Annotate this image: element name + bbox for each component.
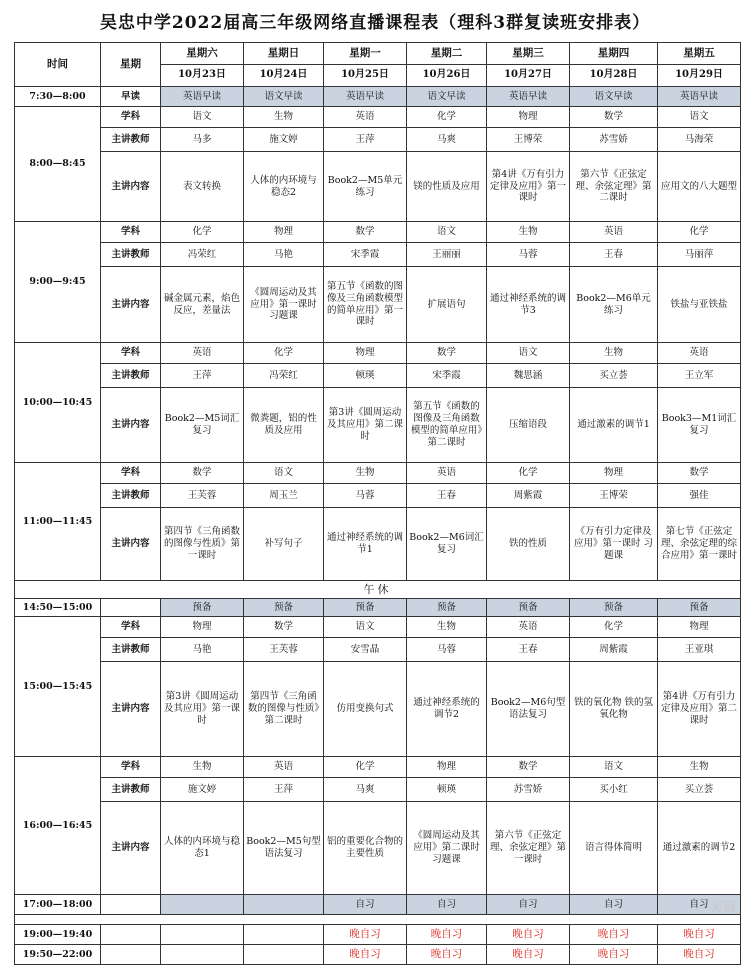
subject-cell: 物理 xyxy=(570,463,658,484)
subject-cell: 数学 xyxy=(658,463,741,484)
subject-cell: 生物 xyxy=(161,757,244,778)
teacher-cell: 冯荣红 xyxy=(161,243,244,267)
morning-cell: 英语早读 xyxy=(161,87,244,107)
morning-cell: 语文早读 xyxy=(407,87,487,107)
study-cell: 自习 xyxy=(407,895,487,915)
subject-cell: 语文 xyxy=(407,222,487,243)
teacher-cell: 施文婷 xyxy=(244,128,324,152)
teacher-cell: 买立荟 xyxy=(658,778,741,802)
row-label: 学科 xyxy=(101,617,161,638)
row-label: 主讲教师 xyxy=(101,364,161,388)
subject-cell: 数学 xyxy=(407,343,487,364)
study-cell: 晚自习 xyxy=(407,945,487,965)
teacher-cell: 顿瑛 xyxy=(407,778,487,802)
content-cell: 镁的性质及应用 xyxy=(407,152,487,222)
study-cell xyxy=(244,925,324,945)
content-cell: 表文转换 xyxy=(161,152,244,222)
study-cell: 晚自习 xyxy=(658,925,741,945)
subject-cell: 生物 xyxy=(407,617,487,638)
study-cell xyxy=(244,945,324,965)
content-cell: Book2—M5句型语法复习 xyxy=(244,802,324,895)
time-slot: 11:00—11:45 xyxy=(15,463,101,581)
content-cell: 压缩语段 xyxy=(487,388,570,463)
content-cell: 第4讲《万有引力定律及应用》第一课时 xyxy=(487,152,570,222)
date-header: 10月28日 xyxy=(570,65,658,87)
content-cell: Book3—M1词汇复习 xyxy=(658,388,741,463)
page-title: 吴忠中学2022届高三年级网络直播课程表（理科3群复读班安排表） xyxy=(99,13,651,33)
teacher-cell: 周紫霞 xyxy=(570,638,658,662)
teacher-cell: 买小红 xyxy=(570,778,658,802)
teacher-cell: 宋季霞 xyxy=(407,364,487,388)
teacher-cell: 王萍 xyxy=(244,778,324,802)
study-cell: 自习 xyxy=(658,895,741,915)
subject-cell: 数学 xyxy=(570,107,658,128)
subject-cell: 物理 xyxy=(487,107,570,128)
content-cell: 第六节《正弦定理、余弦定理》第二课时 xyxy=(570,152,658,222)
subject-cell: 生物 xyxy=(324,463,407,484)
row-label: 主讲内容 xyxy=(101,662,161,757)
date-header: 10月24日 xyxy=(244,65,324,87)
subject-cell: 化学 xyxy=(161,222,244,243)
time-slot: 9:00—9:45 xyxy=(15,222,101,343)
study-cell xyxy=(244,895,324,915)
subject-cell: 生物 xyxy=(570,343,658,364)
subject-cell: 英语 xyxy=(407,463,487,484)
time-slot: 7:30—8:00 xyxy=(15,87,101,107)
subject-cell: 语文 xyxy=(324,617,407,638)
content-cell: 第四节《三角函数的图像与性质》第二课时 xyxy=(244,662,324,757)
subject-cell: 数学 xyxy=(244,617,324,638)
table-row xyxy=(15,388,741,463)
date-header: 10月23日 xyxy=(161,65,244,87)
teacher-cell: 王博荣 xyxy=(487,128,570,152)
teacher-cell: 王博荣 xyxy=(570,484,658,508)
teacher-cell: 王春 xyxy=(407,484,487,508)
subject-cell: 语文 xyxy=(658,107,741,128)
content-cell: 铁盐与亚铁盐 xyxy=(658,267,741,343)
teacher-cell: 魏思涵 xyxy=(487,364,570,388)
empty-cell xyxy=(101,945,161,965)
row-label: 主讲内容 xyxy=(101,802,161,895)
teacher-cell: 马爽 xyxy=(324,778,407,802)
time-slot: 16:00—16:45 xyxy=(15,757,101,895)
subject-cell: 化学 xyxy=(407,107,487,128)
prep-cell: 预备 xyxy=(658,599,741,617)
subject-cell: 英语 xyxy=(658,343,741,364)
content-cell: 通过神经系统的调节2 xyxy=(407,662,487,757)
table-row xyxy=(15,925,741,945)
subject-cell: 化学 xyxy=(487,463,570,484)
content-cell: 通过激素的调节2 xyxy=(658,802,741,895)
teacher-cell: 施文婷 xyxy=(161,778,244,802)
teacher-cell: 王春 xyxy=(487,638,570,662)
study-cell: 自习 xyxy=(324,895,407,915)
teacher-cell: 王立军 xyxy=(658,364,741,388)
day-header: 星期五 xyxy=(658,43,741,65)
content-cell: 《圆周运动及其应用》第二课时习题课 xyxy=(407,802,487,895)
teacher-cell: 宋季霞 xyxy=(324,243,407,267)
time-slot: 19:50—22:00 xyxy=(15,945,101,965)
subject-cell: 化学 xyxy=(324,757,407,778)
content-cell: 第六节《正弦定理、余弦定理》第一课时 xyxy=(487,802,570,895)
teacher-cell: 顿瑛 xyxy=(324,364,407,388)
study-cell: 晚自习 xyxy=(487,925,570,945)
content-cell: 语言得体简明 xyxy=(570,802,658,895)
date-header: 10月29日 xyxy=(658,65,741,87)
content-cell: Book2—M5单元练习 xyxy=(324,152,407,222)
content-cell: 第3讲《圆周运动及其应用》第一课时 xyxy=(161,662,244,757)
row-label: 主讲内容 xyxy=(101,508,161,581)
teacher-cell: 王萍 xyxy=(161,364,244,388)
table-row xyxy=(15,364,741,388)
teacher-cell: 马艳 xyxy=(161,638,244,662)
table-row xyxy=(15,463,741,484)
subject-cell: 英语 xyxy=(161,343,244,364)
teacher-cell: 安雪晶 xyxy=(324,638,407,662)
teacher-cell: 周玉兰 xyxy=(244,484,324,508)
teacher-cell: 马蓉 xyxy=(324,484,407,508)
subject-cell: 语文 xyxy=(161,107,244,128)
subject-cell: 物理 xyxy=(658,617,741,638)
table-row xyxy=(15,895,741,915)
study-cell: 晚自习 xyxy=(570,925,658,945)
day-header: 星期四 xyxy=(570,43,658,65)
row-label: 主讲教师 xyxy=(101,778,161,802)
row-label: 主讲内容 xyxy=(101,267,161,343)
study-cell xyxy=(161,925,244,945)
subject-cell: 数学 xyxy=(324,222,407,243)
watermark: 美篇 xyxy=(709,900,736,915)
teacher-cell: 强佳 xyxy=(658,484,741,508)
teacher-cell: 马蓉 xyxy=(487,243,570,267)
table-row xyxy=(15,638,741,662)
teacher-cell: 马丽萍 xyxy=(658,243,741,267)
table-row xyxy=(15,778,741,802)
subject-cell: 生物 xyxy=(487,222,570,243)
teacher-cell: 马艳 xyxy=(244,243,324,267)
content-cell: 人体的内环境与稳态1 xyxy=(161,802,244,895)
content-cell: Book2—M6句型语法复习 xyxy=(487,662,570,757)
row-label: 学科 xyxy=(101,222,161,243)
day-header: 星期一 xyxy=(324,43,407,65)
study-cell: 晚自习 xyxy=(324,945,407,965)
morning-cell: 英语早读 xyxy=(658,87,741,107)
content-cell: 人体的内环境与稳态2 xyxy=(244,152,324,222)
row-label: 主讲教师 xyxy=(101,128,161,152)
morning-cell: 英语早读 xyxy=(487,87,570,107)
time-slot: 8:00—8:45 xyxy=(15,107,101,222)
table-row xyxy=(15,662,741,757)
study-cell: 晚自习 xyxy=(324,925,407,945)
teacher-cell: 王亚琪 xyxy=(658,638,741,662)
table-row xyxy=(15,43,741,65)
schedule-table xyxy=(14,42,741,965)
content-cell: Book2—M5词汇复习 xyxy=(161,388,244,463)
content-cell: 通过神经系统的调节1 xyxy=(324,508,407,581)
content-cell: Book2—M6词汇复习 xyxy=(407,508,487,581)
subject-cell: 化学 xyxy=(244,343,324,364)
teacher-cell: 马蓉 xyxy=(407,638,487,662)
subject-cell: 语文 xyxy=(487,343,570,364)
teacher-cell: 苏雪娇 xyxy=(570,128,658,152)
subject-cell: 英语 xyxy=(487,617,570,638)
content-cell: 通过神经系统的调节3 xyxy=(487,267,570,343)
subject-cell: 英语 xyxy=(244,757,324,778)
day-header: 星期日 xyxy=(244,43,324,65)
teacher-cell: 苏雪娇 xyxy=(487,778,570,802)
content-cell: 第4讲《万有引力定律及应用》第二课时 xyxy=(658,662,741,757)
subject-cell: 英语 xyxy=(324,107,407,128)
day-header: 星期三 xyxy=(487,43,570,65)
row-label: 学科 xyxy=(101,757,161,778)
content-cell: 通过激素的调节1 xyxy=(570,388,658,463)
time-slot: 15:00—15:45 xyxy=(15,617,101,757)
content-cell: 第3讲《圆周运动及其应用》第二课时 xyxy=(324,388,407,463)
lunch-break: 午休 xyxy=(15,581,741,599)
date-header: 10月25日 xyxy=(324,65,407,87)
teacher-cell: 冯荣红 xyxy=(244,364,324,388)
row-label: 主讲教师 xyxy=(101,484,161,508)
table-row xyxy=(15,757,741,778)
time-slot: 10:00—10:45 xyxy=(15,343,101,463)
row-label: 主讲内容 xyxy=(101,388,161,463)
content-cell: 《圆周运动及其应用》第一课时习题课 xyxy=(244,267,324,343)
table-row xyxy=(15,107,741,128)
table-row xyxy=(15,267,741,343)
subject-cell: 数学 xyxy=(161,463,244,484)
date-header: 10月26日 xyxy=(407,65,487,87)
prep-cell: 预备 xyxy=(487,599,570,617)
morning-cell: 语文早读 xyxy=(570,87,658,107)
content-cell: 第七节《正弦定理、余弦定理的综合应用》第一课时 xyxy=(658,508,741,581)
content-cell: 第四节《三角函数的图像与性质》第一课时 xyxy=(161,508,244,581)
prep-cell: 预备 xyxy=(570,599,658,617)
table-row xyxy=(15,802,741,895)
content-cell: 应用文的八大题型 xyxy=(658,152,741,222)
empty-cell xyxy=(101,895,161,915)
prep-cell: 预备 xyxy=(244,599,324,617)
table-row xyxy=(15,152,741,222)
study-cell xyxy=(161,895,244,915)
table-row xyxy=(15,87,741,107)
table-row xyxy=(15,945,741,965)
subject-cell: 物理 xyxy=(324,343,407,364)
weekday-header: 星期 xyxy=(101,43,161,87)
time-slot: 14:50—15:00 xyxy=(15,599,101,617)
subject-cell: 物理 xyxy=(244,222,324,243)
content-cell: 铁的氧化物 铁的氢氧化物 xyxy=(570,662,658,757)
teacher-cell: 王萍 xyxy=(324,128,407,152)
content-cell: 铁的性质 xyxy=(487,508,570,581)
time-slot: 17:00—18:00 xyxy=(15,895,101,915)
table-row xyxy=(15,581,741,599)
teacher-cell: 王春 xyxy=(570,243,658,267)
table-row xyxy=(15,508,741,581)
morning-cell: 英语早读 xyxy=(324,87,407,107)
subject-cell: 生物 xyxy=(658,757,741,778)
time-header: 时间 xyxy=(15,43,101,87)
table-row xyxy=(15,599,741,617)
day-header: 星期六 xyxy=(161,43,244,65)
time-slot: 19:00—19:40 xyxy=(15,925,101,945)
study-cell: 晚自习 xyxy=(658,945,741,965)
date-header: 10月27日 xyxy=(487,65,570,87)
row-label: 早读 xyxy=(101,87,161,107)
prep-cell: 预备 xyxy=(161,599,244,617)
teacher-cell: 王丽丽 xyxy=(407,243,487,267)
teacher-cell: 马多 xyxy=(161,128,244,152)
table-row xyxy=(15,222,741,243)
teacher-cell: 周紫霞 xyxy=(487,484,570,508)
subject-cell: 语文 xyxy=(570,757,658,778)
content-cell: 扩展语句 xyxy=(407,267,487,343)
day-header: 星期二 xyxy=(407,43,487,65)
row-label: 主讲教师 xyxy=(101,638,161,662)
content-cell: Book2—M6单元练习 xyxy=(570,267,658,343)
content-cell: 碱金属元素，焰色反应，差量法 xyxy=(161,267,244,343)
morning-cell: 语文早读 xyxy=(244,87,324,107)
content-cell: 《万有引力定律及应用》第一课时 习题课 xyxy=(570,508,658,581)
teacher-cell: 王芙蓉 xyxy=(161,484,244,508)
teacher-cell: 马海荣 xyxy=(658,128,741,152)
row-label: 主讲内容 xyxy=(101,152,161,222)
table-row xyxy=(15,484,741,508)
study-cell: 自习 xyxy=(570,895,658,915)
empty-cell xyxy=(101,599,161,617)
subject-cell: 化学 xyxy=(570,617,658,638)
row-label: 学科 xyxy=(101,107,161,128)
subject-cell: 英语 xyxy=(570,222,658,243)
study-cell: 晚自习 xyxy=(407,925,487,945)
subject-cell: 物理 xyxy=(161,617,244,638)
subject-cell: 化学 xyxy=(658,222,741,243)
study-cell: 自习 xyxy=(487,895,570,915)
content-cell: 微粪题，铝的性质及应用 xyxy=(244,388,324,463)
content-cell: 仿用变换句式 xyxy=(324,662,407,757)
table-row xyxy=(15,617,741,638)
content-cell: 补写句子 xyxy=(244,508,324,581)
teacher-cell: 马爽 xyxy=(407,128,487,152)
spacer-row xyxy=(15,915,741,925)
row-label: 学科 xyxy=(101,463,161,484)
subject-cell: 数学 xyxy=(487,757,570,778)
row-label: 学科 xyxy=(101,343,161,364)
study-cell: 晚自习 xyxy=(487,945,570,965)
subject-cell: 语文 xyxy=(244,463,324,484)
table-row xyxy=(15,343,741,364)
content-cell: 铝的重要化合物的主要性质 xyxy=(324,802,407,895)
subject-cell: 生物 xyxy=(244,107,324,128)
study-cell xyxy=(161,945,244,965)
empty-cell xyxy=(101,925,161,945)
table-row xyxy=(15,915,741,925)
content-cell: 第五节《函数的图像及三角函数模型的简单应用》第一课时 xyxy=(324,267,407,343)
prep-cell: 预备 xyxy=(324,599,407,617)
teacher-cell: 王芙蓉 xyxy=(244,638,324,662)
teacher-cell: 买立荟 xyxy=(570,364,658,388)
subject-cell: 物理 xyxy=(407,757,487,778)
table-row xyxy=(15,128,741,152)
content-cell: 第五节《函数的图像及三角函数模型的简单应用》第二课时 xyxy=(407,388,487,463)
prep-cell: 预备 xyxy=(407,599,487,617)
row-label: 主讲教师 xyxy=(101,243,161,267)
study-cell: 晚自习 xyxy=(570,945,658,965)
table-row xyxy=(15,243,741,267)
